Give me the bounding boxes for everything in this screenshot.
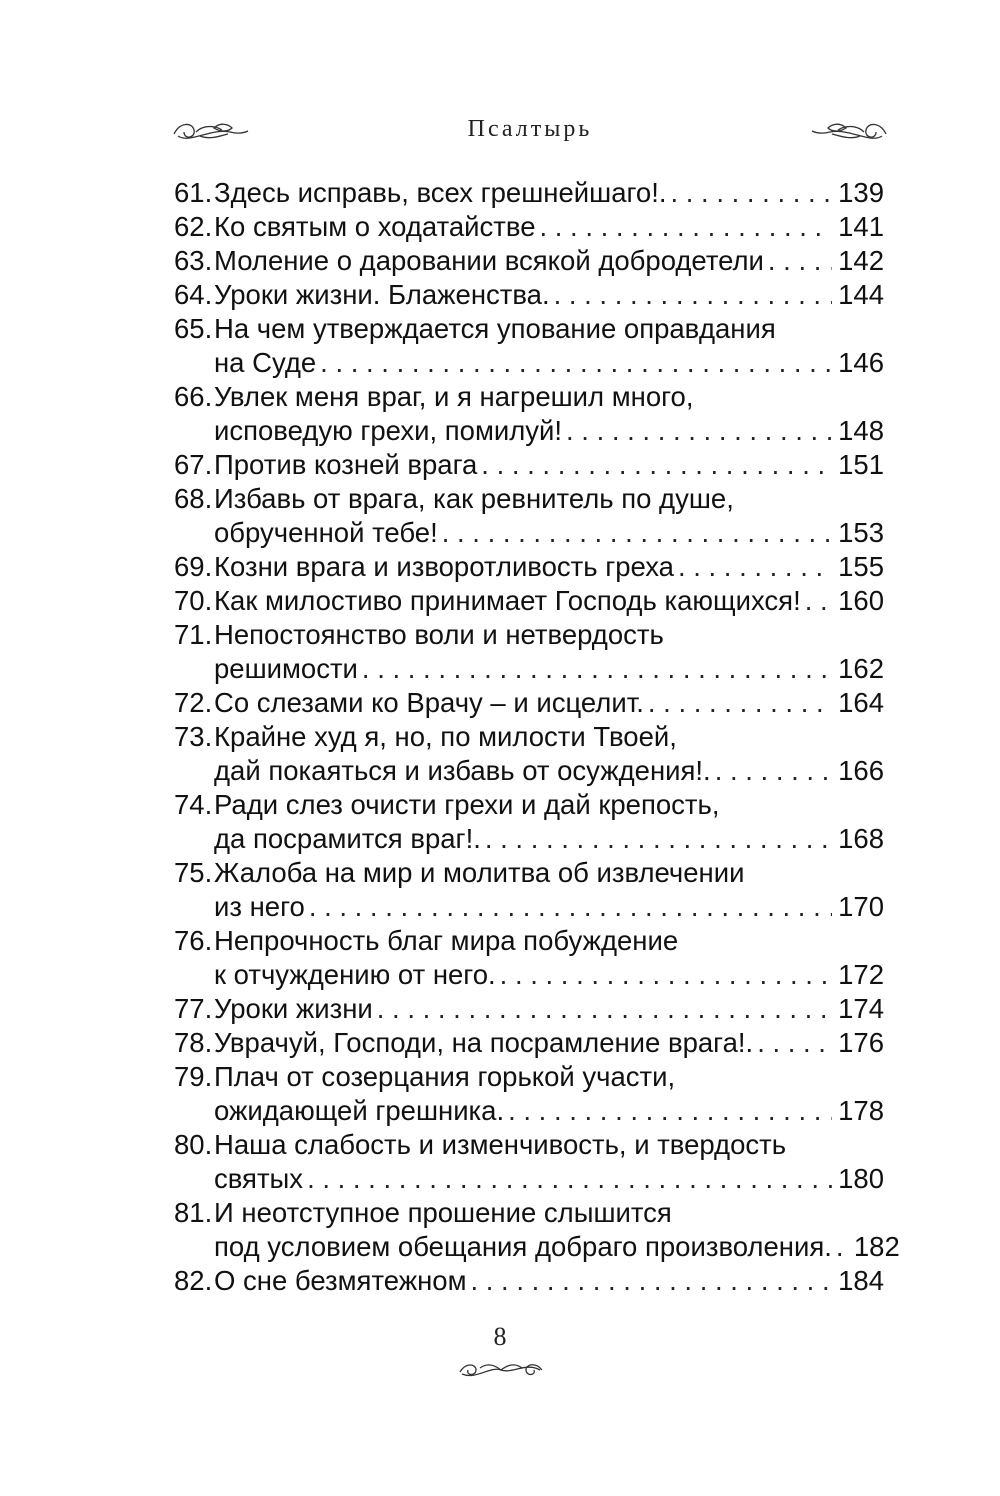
toc-entry-line: [174, 550, 884, 584]
toc-entry-line: [174, 176, 884, 210]
dot-leader: [496, 958, 832, 992]
dot-leader: [373, 992, 832, 1026]
dot-leader: [358, 652, 832, 686]
toc-entry-title: О сне безмятежном: [214, 1265, 467, 1296]
toc-entry-line: [174, 754, 884, 788]
toc-entry-title: решимости: [214, 653, 358, 684]
dot-leader: [801, 584, 832, 618]
toc-entry-title: Против козней врага: [214, 449, 478, 480]
toc-entry-page: 184: [838, 1265, 884, 1296]
dot-leader: [305, 890, 832, 924]
toc-entry-line: [174, 1196, 884, 1230]
toc-entry-title: Избавь от врага, как ревнитель по душе,: [214, 483, 734, 514]
toc-entry-title: Козни врага и изворотливость греха: [214, 551, 674, 582]
toc-entry-page: 146: [838, 347, 884, 378]
toc-entry-title: Уроки жизни: [214, 993, 373, 1024]
dot-leader: [832, 1230, 848, 1264]
toc-entry-title: Уврачуй, Господи, на посрамление врага!.: [214, 1027, 754, 1058]
toc-entry-title: Крайне худ я, но, по милости Твоей,: [214, 721, 677, 752]
toc-entry-line: [174, 414, 884, 448]
toc-entry-title: к отчуждению от него.: [214, 959, 496, 990]
dot-leader: [562, 414, 832, 448]
dot-leader: [753, 1026, 832, 1060]
toc-entry-line: [174, 244, 884, 278]
toc-entry-title: Здесь исправь, всех грешнейшаго!.: [214, 177, 667, 208]
toc-entry-line: [174, 1128, 884, 1162]
toc-entry-number: 82.: [174, 1265, 213, 1296]
toc-entry-page: 172: [838, 959, 884, 990]
toc-entry-title: И неотступное прошение слышится: [214, 1197, 672, 1228]
toc-entry-page: 142: [838, 245, 884, 276]
toc-entry-line: [174, 380, 884, 414]
dot-leader: [467, 1264, 833, 1298]
toc-entry-number: 76.: [174, 925, 213, 956]
dot-leader: [674, 550, 832, 584]
toc-entry-number: 71.: [174, 619, 213, 650]
toc-entry-line: [174, 584, 884, 618]
dot-leader: [438, 516, 832, 550]
toc-entry-line: [174, 1264, 884, 1298]
toc-entry-title: Ко святым о ходатайстве: [214, 211, 536, 242]
dot-leader: [477, 448, 832, 482]
toc-entry-page: 164: [838, 687, 884, 718]
running-header-title: Псалтырь: [467, 116, 593, 142]
toc-entry-line: [174, 1026, 884, 1060]
toc-entry-number: 62.: [174, 211, 213, 242]
toc-entry-title: обрученной тебе!: [214, 517, 438, 548]
toc-entry-number: 69.: [174, 551, 213, 582]
toc-entry-title: Жалоба на мир и молитва об извлечении: [214, 857, 745, 888]
toc-entry-line: [174, 448, 884, 482]
toc-entry-title: святых: [214, 1163, 304, 1194]
toc-entry-line: [174, 958, 884, 992]
toc-entry-page: 168: [838, 823, 884, 854]
toc-entry-number: 73.: [174, 721, 213, 752]
toc-entry-number: 72.: [174, 687, 213, 718]
toc-entry-number: 67.: [174, 449, 213, 480]
toc-entry-page: 139: [838, 177, 884, 208]
toc-entry-title: Моление о даровании всякой добродетели: [214, 245, 764, 276]
toc-entry-number: 77.: [174, 993, 213, 1024]
toc-entry-title: Ради слез очисти грехи и дай крепость,: [214, 789, 720, 820]
toc-entry-number: 66.: [174, 381, 213, 412]
toc-entry-title: Как милостиво принимает Господь кающихся!: [214, 585, 801, 616]
toc-entry-line: [174, 890, 884, 924]
toc-entry-line: [174, 1094, 884, 1128]
toc-entry-line: [174, 652, 884, 686]
toc-entry-page: 148: [838, 415, 884, 446]
toc-entry-number: 63.: [174, 245, 213, 276]
toc-entry-line: [174, 482, 884, 516]
dot-leader: [504, 1094, 832, 1128]
table-of-contents: [174, 176, 900, 1298]
toc-entry-number: 65.: [174, 313, 213, 344]
toc-entry-line: [174, 720, 884, 754]
toc-entry-line: [174, 278, 884, 312]
toc-entry-page: 170: [838, 891, 884, 922]
toc-entry-page: 166: [838, 755, 884, 786]
dot-leader: [711, 754, 832, 788]
toc-entry-title: Со слезами ко Врачу – и исцелит.: [214, 687, 644, 718]
toc-entry-line: [174, 516, 884, 550]
dot-leader: [536, 210, 833, 244]
toc-entry-page: 151: [838, 449, 884, 480]
dot-leader: [667, 176, 833, 210]
toc-entry-page: 144: [838, 279, 884, 310]
toc-entry-number: 68.: [174, 483, 213, 514]
toc-entry-page: 155: [838, 551, 884, 582]
toc-entry-title: ожидающей грешника.: [214, 1095, 505, 1126]
toc-entry-number: 81.: [174, 1197, 213, 1228]
toc-entry-title: дай покаяться и избавь от осуждения!.: [214, 755, 711, 786]
toc-entry-title: Наша слабость и изменчивость, и твердость: [214, 1129, 787, 1160]
toc-entry-page: 160: [838, 585, 884, 616]
toc-entry-line: [174, 210, 884, 244]
toc-entry-title: под условием обещания добраго произволения.: [214, 1231, 832, 1262]
toc-entry-line: [174, 856, 884, 890]
toc-entry-title: исповедую грехи, помилуй!: [214, 415, 563, 446]
toc-entry-number: 64.: [174, 279, 213, 310]
toc-entry-number: 79.: [174, 1061, 213, 1092]
toc-entry-page: 174: [838, 993, 884, 1024]
toc-entry-line: [174, 822, 884, 856]
toc-entry-line: [174, 1230, 900, 1264]
toc-entry-page: 153: [838, 517, 884, 548]
toc-entry-title: Увлек меня враг, и я нагрешил много,: [214, 381, 694, 412]
toc-entry-line: [174, 924, 884, 958]
toc-entry-page: 141: [838, 211, 884, 242]
toc-entry-title: да посрамится враг!.: [214, 823, 481, 854]
toc-entry-line: [174, 686, 884, 720]
dot-leader: [644, 686, 832, 720]
toc-entry-page: 180: [838, 1163, 884, 1194]
dot-leader: [303, 1162, 832, 1196]
toc-entry-line: [174, 618, 884, 652]
toc-entry-title: Уроки жизни. Блаженства.: [214, 279, 550, 310]
toc-entry-number: 80.: [174, 1129, 213, 1160]
toc-entry-title: Плач от созерцания горькой участи,: [214, 1061, 676, 1092]
toc-entry-title: Непостоянство воли и нетвердость: [214, 619, 664, 650]
toc-entry-line: [174, 312, 884, 346]
flourish-bottom-icon: [456, 1358, 546, 1384]
dot-leader: [316, 346, 832, 380]
toc-entry-page: 182: [853, 1231, 900, 1262]
toc-entry-number: 75.: [174, 857, 213, 888]
toc-entry-line: [174, 346, 884, 380]
toc-entry-title: Непрочность благ мира побуждение: [214, 925, 679, 956]
toc-entry-line: [174, 992, 884, 1026]
dot-leader: [550, 278, 833, 312]
toc-entry-page: 178: [838, 1095, 884, 1126]
dot-leader: [481, 822, 832, 856]
toc-entry-line: [174, 788, 884, 822]
dot-leader: [764, 244, 832, 278]
toc-entry-line: [174, 1162, 884, 1196]
toc-entry-number: 78.: [174, 1027, 213, 1058]
toc-entry-page: 176: [838, 1027, 884, 1058]
toc-entry-title: на Суде: [214, 347, 317, 378]
toc-entry-line: [174, 1060, 884, 1094]
toc-entry-number: 70.: [174, 585, 213, 616]
toc-entry-number: 61.: [174, 177, 213, 208]
toc-entry-title: из него: [214, 891, 305, 922]
running-header: [170, 112, 890, 152]
toc-entry-number: 74.: [174, 789, 213, 820]
toc-entry-title: На чем утверждается упование оправдания: [214, 313, 776, 344]
flourish-right-icon: [810, 118, 890, 148]
toc-entry-page: 162: [838, 653, 884, 684]
page-number: 8: [493, 1322, 507, 1351]
